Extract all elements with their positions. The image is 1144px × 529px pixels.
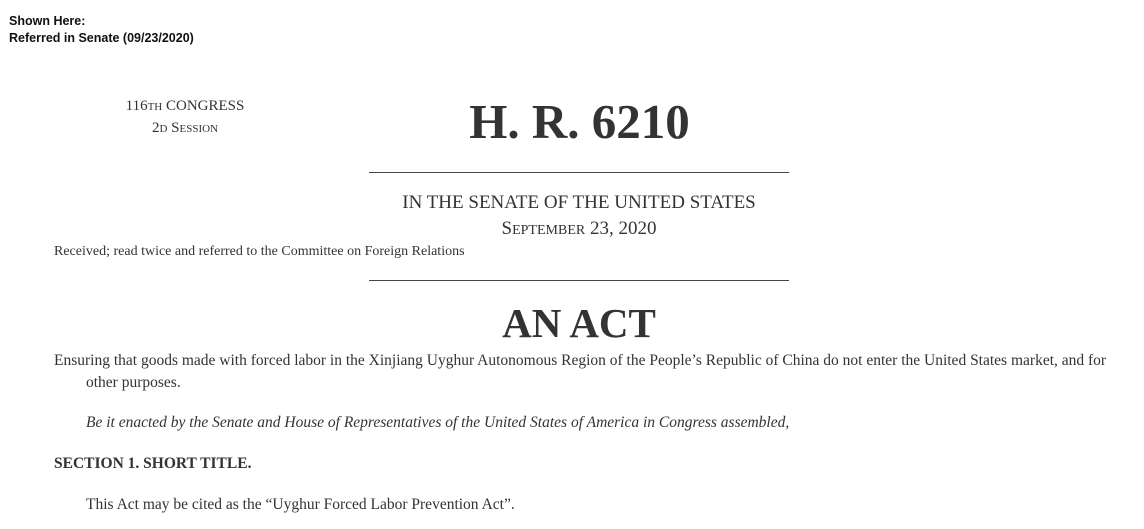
congress-line bbox=[100, 96, 270, 118]
chamber-line: IN THE SENATE OF THE UNITED STATES bbox=[402, 192, 756, 213]
congress-word: CONGRESS bbox=[166, 98, 245, 114]
date-rest: 23, 2020 bbox=[589, 218, 657, 239]
bill-number: H. R. 6210 bbox=[469, 94, 690, 149]
date-line bbox=[369, 217, 789, 242]
divider-bottom bbox=[369, 280, 789, 281]
congress-suffix: TH bbox=[147, 101, 163, 113]
version-info bbox=[9, 13, 194, 47]
purpose-text: Ensuring that goods made with forced labor in the Xinjiang Uyghur Autonomous Region of the People’s Republic of China do not enter the United States market, and for other purposes. bbox=[54, 352, 1107, 391]
session-line bbox=[100, 118, 270, 140]
referral-text: Received; read twice and referred to the Committee on Foreign Relations bbox=[54, 244, 465, 259]
session-word-rest: ESSION bbox=[179, 123, 219, 135]
act-title: AN ACT bbox=[502, 300, 656, 346]
section-text: This Act may be cited as the “Uyghur Forced Labor Prevention Act”. bbox=[86, 496, 515, 513]
session-suffix: D bbox=[159, 123, 168, 135]
date-month-rest: EPTEMBER bbox=[512, 223, 586, 238]
divider-top bbox=[369, 172, 789, 173]
session-number: 2 bbox=[151, 120, 160, 136]
date-month-initial: S bbox=[501, 218, 513, 239]
session-word-initial: S bbox=[171, 120, 180, 136]
shown-here-label: Shown Here: bbox=[9, 14, 86, 28]
congress-session-block bbox=[100, 96, 270, 140]
section-heading: SECTION 1. SHORT TITLE. bbox=[54, 455, 252, 472]
enacting-clause: Be it enacted by the Senate and House of Representatives of the United States of America in Congress assembled, bbox=[86, 414, 790, 431]
congress-number: 116 bbox=[125, 98, 148, 114]
version-label: Referred in Senate (09/23/2020) bbox=[9, 31, 194, 45]
